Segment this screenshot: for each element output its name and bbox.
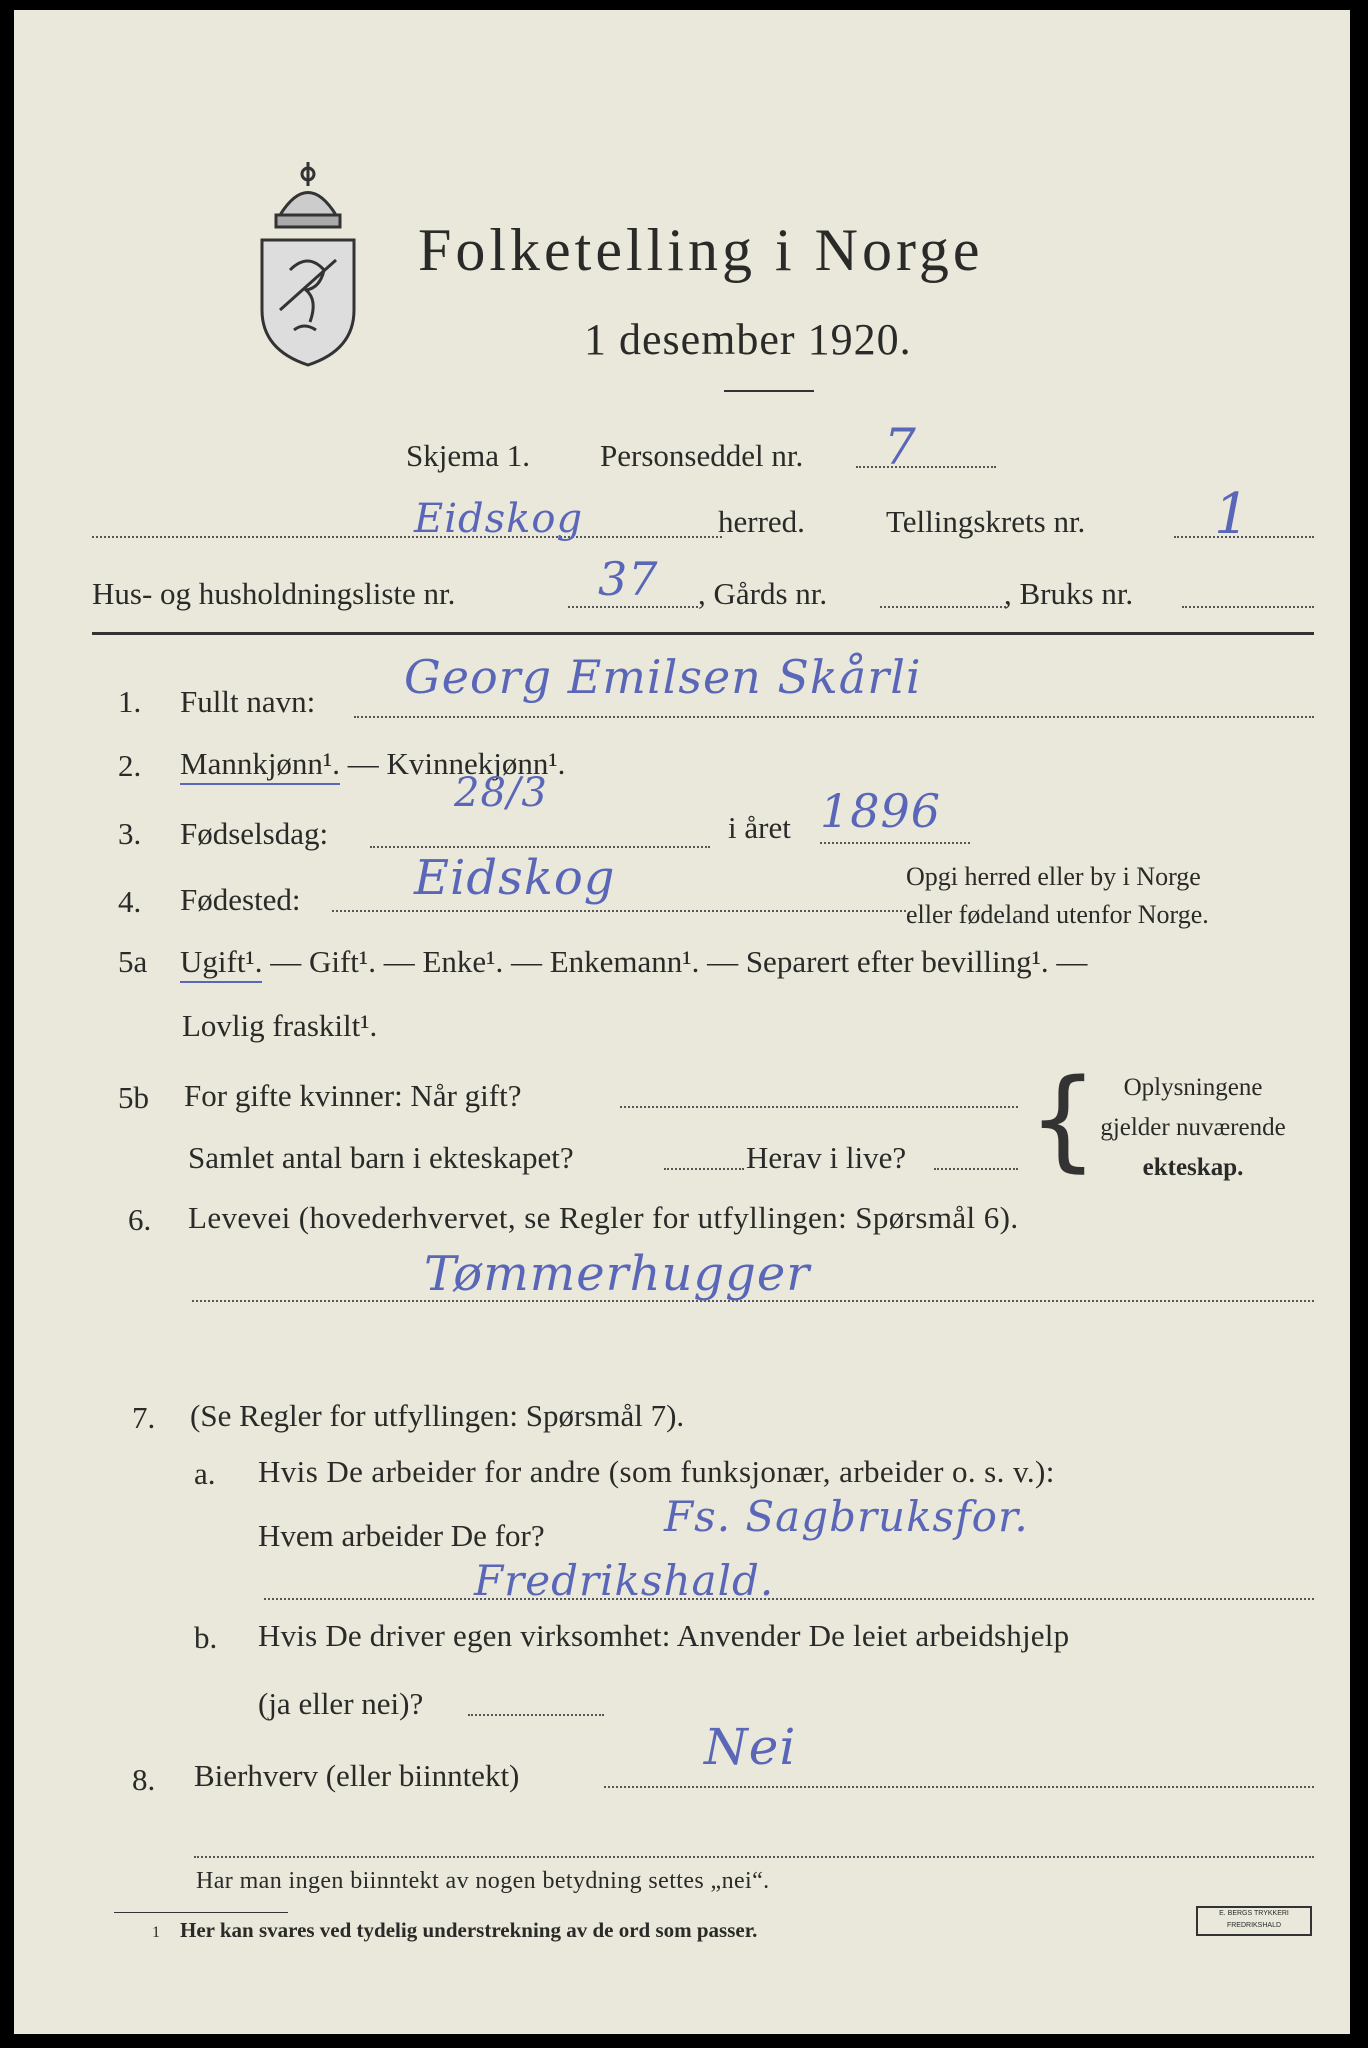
birthplace-value[interactable]: Eidskog [414, 850, 616, 906]
q2-number: 2. [118, 748, 142, 783]
q4-number: 4. [118, 884, 142, 919]
q6-number: 6. [128, 1202, 152, 1237]
option-male[interactable]: Mannkjønn¹. [180, 746, 340, 785]
q5b-number: 5b [118, 1080, 149, 1115]
bruks-label: , Bruks nr. [1004, 576, 1134, 611]
form-title: Folketelling i Norge [418, 217, 984, 283]
gards-label: , Gårds nr. [698, 576, 828, 611]
birthdate-value[interactable]: 28/3 [454, 770, 548, 816]
birth-year-value[interactable]: 1896 [820, 784, 942, 838]
q7b-line1: Hvis De driver egen virksomhet: Anvender De leiet arbeidshjelp [258, 1618, 1070, 1653]
q7b-letter: b. [194, 1620, 218, 1655]
full-name-value[interactable]: Georg Emilsen Skårli [404, 650, 922, 704]
employer-location-value[interactable]: Fredrikshald. [474, 1556, 775, 1605]
husliste-value[interactable]: 37 [598, 552, 659, 606]
skjema-label: Skjema 1. [406, 438, 530, 473]
tellingskrets-label: Tellingskrets nr. [886, 504, 1086, 539]
side-income-value[interactable]: Nei [704, 1718, 797, 1776]
q7b-line2: (ja eller nei)? [258, 1686, 424, 1721]
q5b-line2: Samlet antal barn i ekteskapet? [188, 1140, 574, 1175]
q1-label: Fullt navn: [180, 684, 316, 719]
q7-number: 7. [132, 1400, 156, 1435]
census-form: Folketelling i Norge 1 desember 1920. Skjema 1. Personseddel nr. 7 Eidskog herred. Tellingskrets nr. 1 Hus- og husholdningsliste nr. 37 , Gårds nr. , Bruks nr. 1. Fullt navn: Georg Emilsen Skårli 2. Mannkjønn¹. — Kvinnekjønn¹. 3. Fødselsdag: 28/3 i året 1896 4. Fødested: Eidskog Opgi herred eller by i Norge eller fødeland utenfor Norge. 5a Ugift¹. — Gift¹. — Enke¹. — Enkemann¹. — Separert efter bevilling¹. — Lovlig fraskilt¹. 5b For gifte kvinner: Når gift? Samlet antal barn i ekteskapet? Herav i live? { Oplysningene gjelder nuværende ekteskap. 6. Levevei (hovederhvervet, se Regler for utfyllingen: Spørsmål 6). Tømmerhugger 7. (Se Regler for utfyllingen: Spørsmål 7). a. Hvis De arbeider for andre (som funksjonær, arbeider o. s. v.): Hvem arbeider De for? Fs. Sagbruksfor. Fredrikshald. b. Hvis De driver egen virksomhet: Anvender De leiet arbeidshjelp (ja eller nei)? 8. Bierhverv (eller biinntekt) Nei Har man ingen biinntekt av nogen betydning settes „nei“. 1 Her kan svares ved tydelig understrekning av de ord som passer. E. BERGS TRYKKERI FREDRIKSHALD [14, 10, 1350, 2034]
divider [724, 390, 814, 392]
footnote-text: Her kan svares ved tydelig understrekning av de ord som passer. [180, 1918, 758, 1942]
q3-label: Fødselsdag: [180, 816, 329, 851]
census-date: 1 desember 1920. [584, 315, 912, 364]
q5b-herav: Herav i live? [746, 1140, 907, 1175]
q5b-note-2: gjelder nuværende [1100, 1114, 1286, 1141]
husliste-label: Hus- og husholdningsliste nr. [92, 576, 456, 611]
employer-value[interactable]: Fs. Sagbruksfor. [664, 1492, 1029, 1541]
q8-number: 8. [132, 1762, 156, 1797]
coat-of-arms-icon [250, 160, 366, 370]
q5b-line1: For gifte kvinner: Når gift? [184, 1078, 522, 1113]
option-female[interactable]: Kvinnekjønn¹. [386, 746, 566, 781]
q7a-line1: Hvis De arbeider for andre (som funksjonær, arbeider o. s. v.): [258, 1454, 1055, 1489]
q7a-letter: a. [194, 1456, 216, 1491]
printer-stamp: E. BERGS TRYKKERI FREDRIKSHALD [1196, 1906, 1312, 1936]
q1-number: 1. [118, 684, 142, 719]
q5b-note-1: Oplysningene [1123, 1074, 1263, 1101]
footer-note: Har man ingen biinntekt av nogen betydning settes „nei“. [196, 1868, 770, 1894]
q7a-line2: Hvem arbeider De for? [258, 1518, 545, 1553]
q4-label: Fødested: [180, 882, 301, 917]
personseddel-value[interactable]: 7 [884, 418, 917, 476]
option-ugift[interactable]: Ugift¹. [180, 944, 262, 983]
footnote-mark: 1 [152, 1924, 160, 1941]
q5b-note-3: ekteskap. [1142, 1154, 1244, 1181]
personseddel-label: Personseddel nr. [600, 438, 804, 473]
herred-label: herred. [718, 504, 805, 539]
footnote-rule [114, 1912, 288, 1913]
q5a-number: 5a [118, 944, 148, 979]
q2-separator: — [347, 746, 379, 781]
birthplace-note-2: eller fødeland utenfor Norge. [906, 900, 1209, 929]
occupation-value[interactable]: Tømmerhugger [424, 1246, 811, 1302]
header-rule [92, 632, 1314, 635]
option-lovlig-fraskilt[interactable]: Lovlig fraskilt¹. [182, 1008, 378, 1043]
year-label: i året [728, 810, 791, 845]
tellingskrets-value[interactable]: 1 [1214, 482, 1251, 547]
marital-options[interactable]: — Gift¹. — Enke¹. — Enkemann¹. — Separert efter bevilling¹. — [270, 944, 1088, 979]
herred-value[interactable]: Eidskog [414, 496, 584, 542]
q8-label: Bierhverv (eller biinntekt) [194, 1758, 520, 1793]
q7-label: (Se Regler for utfyllingen: Spørsmål 7). [190, 1398, 685, 1433]
q3-number: 3. [118, 816, 142, 851]
birthplace-note-1: Opgi herred eller by i Norge [906, 862, 1201, 891]
q6-label: Levevei (hovederhvervet, se Regler for utfyllingen: Spørsmål 6). [188, 1200, 1019, 1235]
